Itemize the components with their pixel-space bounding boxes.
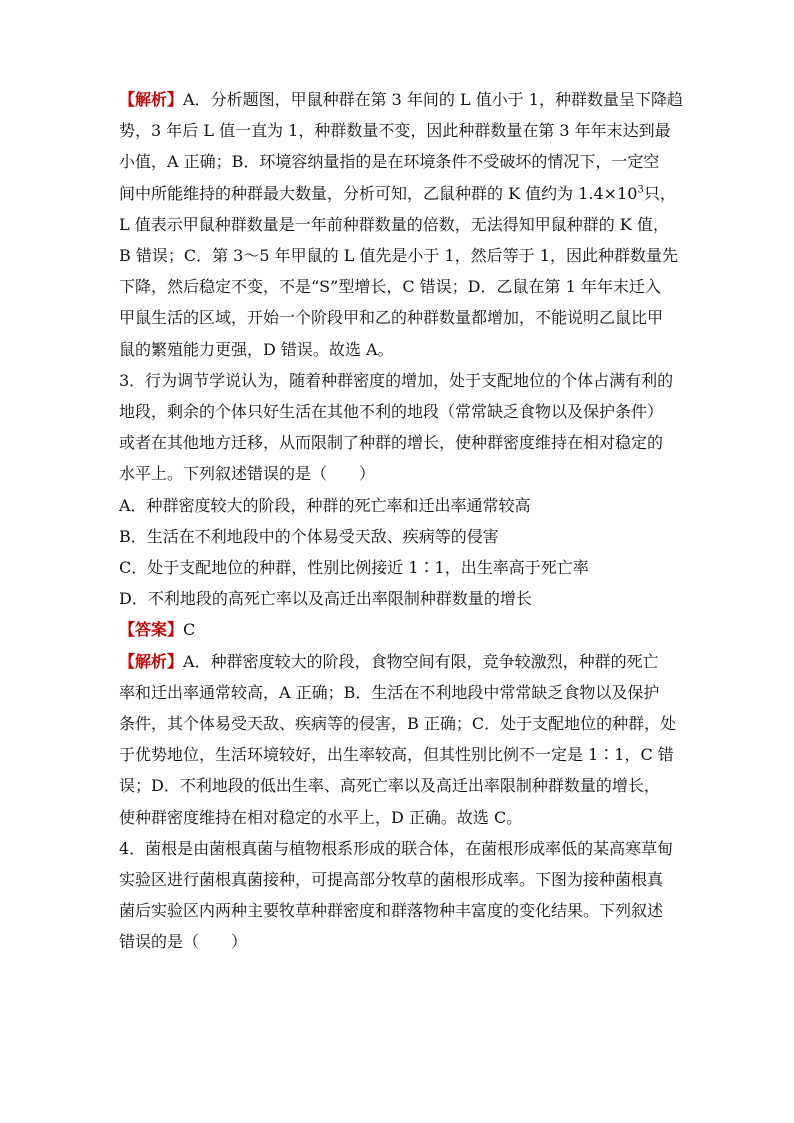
answer-tag: 【答案】 (119, 620, 184, 640)
question-4-line-1: 4．菌根是由菌根真菌与植物根系形成的联合体，在菌根形成率低的某高寒草甸 (119, 838, 674, 858)
analysis-q3-line-6: 使种群密度维持在相对稳定的水平上，D 正确。故选 C。 (119, 807, 523, 827)
question-4-line-3: 菌后实验区内两种主要牧草种群密度和群落物种丰富度的变化结果。下列叙述 (119, 901, 664, 921)
analysis-q3-line-2: 率和迁出率通常较高，A 正确；B．生活在不利地段中常常缺乏食物以及保护 (119, 682, 660, 702)
question-3-line-1: 3．行为调节学说认为，随着种群密度的增加，处于支配地位的个体占满有利的 (119, 370, 674, 390)
analysis-text: 间中所能维持的种群最大数量，分析可知，乙鼠种群的 K 值约为 1.4×10 (119, 183, 638, 203)
page-content (119, 84, 681, 958)
analysis-q3-line-3: 条件，其个体易受天敌、疾病等的侵害，B 正确；C．处于支配地位的种群，处 (119, 714, 677, 734)
answer-value: C (183, 620, 196, 640)
analysis-text: A．种群密度较大的阶段，食物空间有限，竞争较激烈，种群的死亡 (183, 651, 659, 671)
question-3 (119, 365, 681, 490)
analysis-q2-line-2: 势，3 年后 L 值一直为 1，种群数量不变，因此种群数量在第 3 年年末达到最 (119, 121, 671, 141)
exponent: 3 (637, 184, 644, 196)
analysis-q2-line-4 (119, 178, 681, 209)
analysis-q3-line-5: 误；D．不利地段的低出生率、高死亡率以及高迁出率限制种群数量的增长， (119, 776, 660, 796)
analysis-text: 只， (643, 183, 676, 203)
analysis-q2 (119, 84, 681, 365)
option-b: B．生活在不利地段中的个体易受天敌、疾病等的侵害 (119, 526, 499, 546)
analysis-q3-line-4: 于优势地位，生活环境较好，出生率较高，但其性别比例不一定是 1∶1，C 错 (119, 745, 674, 765)
analysis-q2-line-3: 小值，A 正确；B．环境容纳量指的是在环境条件不受破坏的情况下，一定空 (119, 152, 660, 172)
question-4 (119, 833, 681, 958)
analysis-q2-line-1 (119, 84, 681, 115)
analysis-text: A．分析题图，甲鼠种群在第 3 年间的 L 值小于 1，种群数量呈下降趋 (183, 90, 683, 109)
analysis-tag: 【解析】 (119, 90, 184, 109)
question-4-line-4: 错误的是（ ） (119, 932, 248, 952)
option-c: C．处于支配地位的种群，性别比例接近 1∶1，出生率高于死亡率 (119, 558, 589, 578)
option-a: A．种群密度较大的阶段，种群的死亡率和迁出率通常较高 (119, 495, 531, 515)
question-3-line-4: 水平上。下列叙述错误的是（ ） (119, 464, 376, 484)
analysis-q2-line-6: B 错误；C．第 3～5 年甲鼠的 L 值先是小于 1，然后等于 1，因此种群数量先 (119, 246, 678, 266)
analysis-q3-line-1 (119, 646, 681, 677)
question-4-line-2: 实验区进行菌根真菌接种，可提高部分牧草的菌根形成率。下图为接种菌根真 (119, 870, 664, 890)
analysis-q2-line-9: 鼠的繁殖能力更强，D 错误。故选 A。 (119, 339, 394, 359)
question-3-line-2: 地段，剩余的个体只好生活在其他不利的地段（常常缺乏食物以及保护条件） (119, 402, 664, 422)
answer-q3 (119, 614, 681, 645)
analysis-q3 (119, 646, 681, 833)
question-3-line-3: 或者在其他地方迁移，从而限制了种群的增长，使种群密度维持在相对稳定的 (119, 433, 664, 453)
analysis-q2-line-7: 下降，然后稳定不变，不是“S”型增长，C 错误；D．乙鼠在第 1 年年末迁入 (119, 277, 661, 297)
analysis-q2-line-8: 甲鼠生活的区域，开始一个阶段甲和乙的种群数量都增加，不能说明乙鼠比甲 (119, 308, 664, 328)
option-d: D．不利地段的高死亡率以及高迁出率限制种群数量的增长 (119, 589, 532, 609)
analysis-q2-line-5: L 值表示甲鼠种群数量是一年前种群数量的倍数，无法得知甲鼠种群的 K 值， (119, 214, 669, 234)
analysis-tag: 【解析】 (119, 651, 184, 671)
